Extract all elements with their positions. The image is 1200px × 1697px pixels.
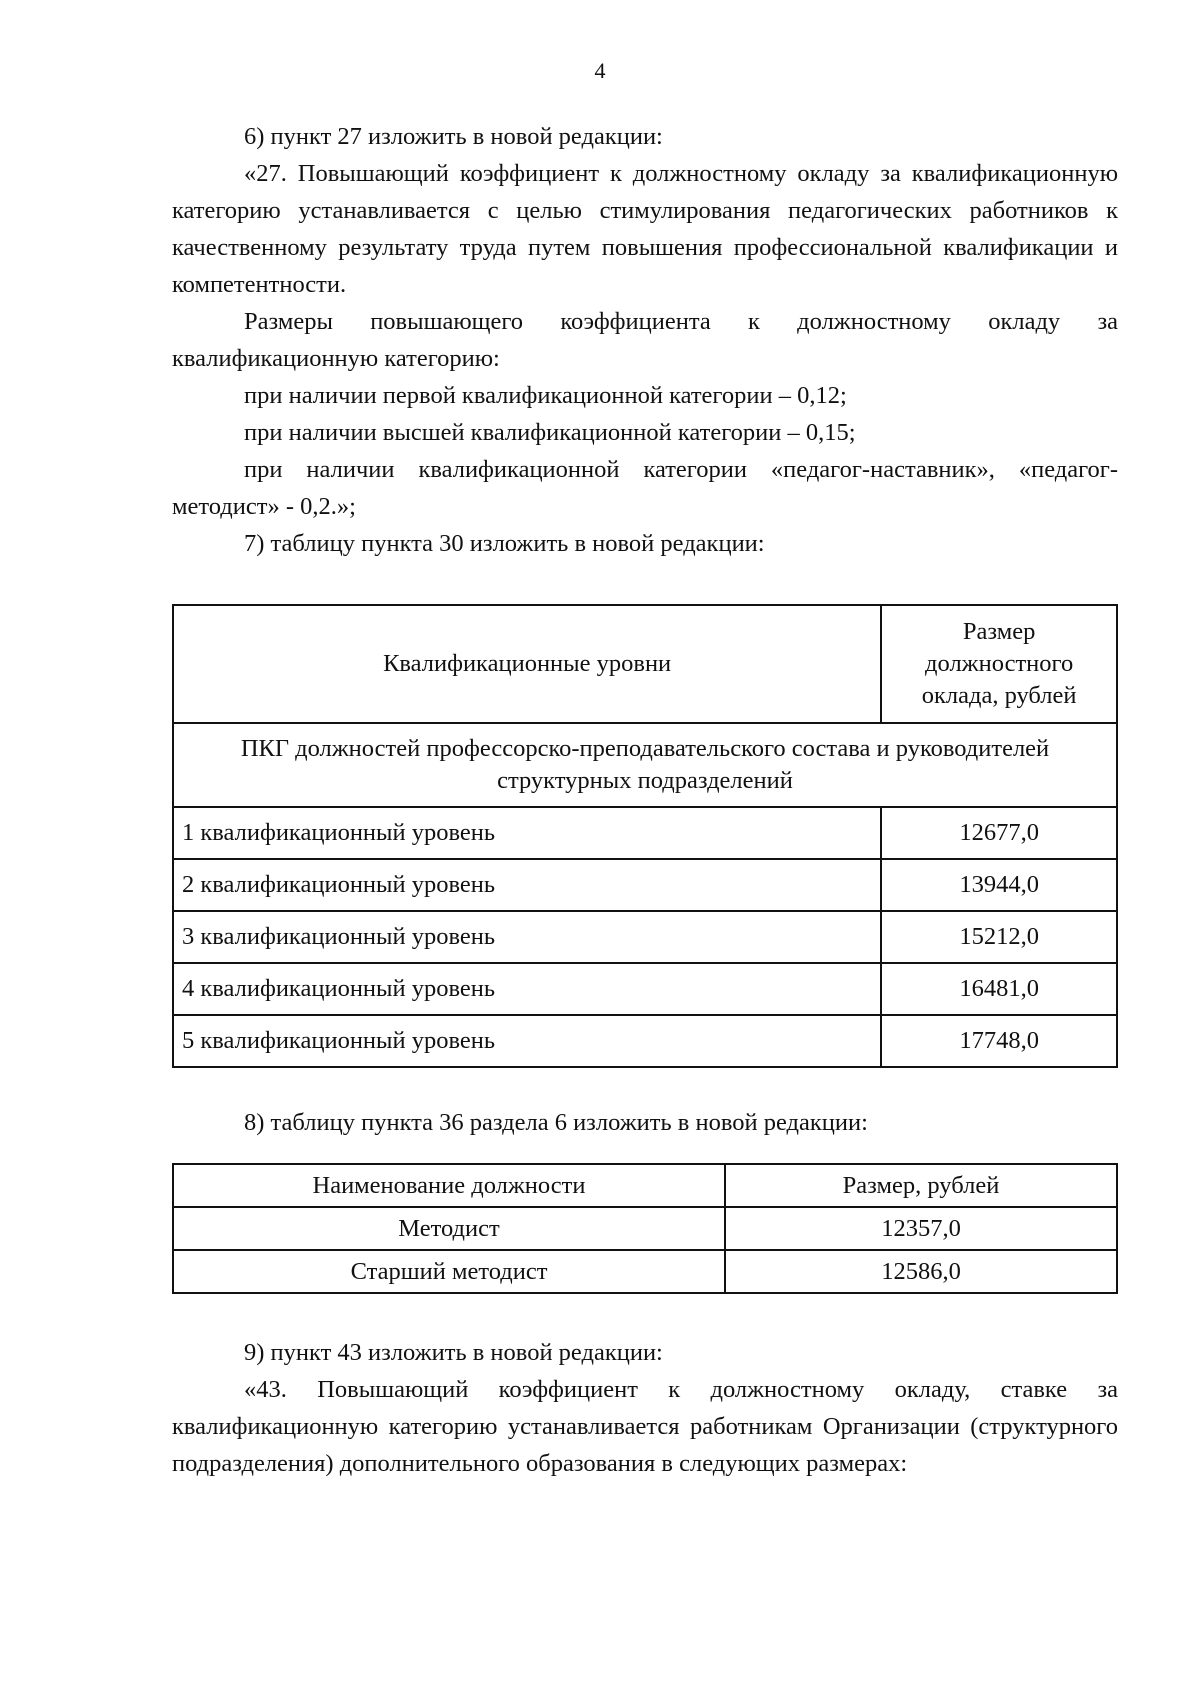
level-cell: 3 квалификационный уровень — [173, 911, 881, 963]
clause-43-text: «43. Повышающий коэффициент к должностному окладу, ставке за квалификационную категорию устанавливается работникам Организации (структурного подразделения) дополнительного образования в следующих размерах: — [172, 1376, 1118, 1477]
group-title: ПКГ должностей профессорско-преподавательского состава и руководителей структурных подразделений — [173, 723, 1117, 807]
table-row — [173, 807, 1117, 859]
table-row — [173, 911, 1117, 963]
salary-value-cell: 15212,0 — [881, 911, 1117, 963]
item-8-heading: 8) таблицу пункта 36 раздела 6 изложить в новой редакции: — [244, 1109, 868, 1136]
salary-value-cell: 12677,0 — [881, 807, 1117, 859]
clause-27-text: «27. Повышающий коэффициент к должностному окладу за квалификационную категорию устанавливается с целью стимулирования педагогических работников к качественному результату труда путем повышения профессиональной квалификации и компетентности. — [172, 160, 1118, 298]
item-7-heading: 7) таблицу пункта 30 изложить в новой редакции: — [244, 530, 765, 557]
level-cell: 4 квалификационный уровень — [173, 963, 881, 1015]
header-position-name: Наименование должности — [173, 1164, 725, 1207]
salary-value-cell: 16481,0 — [881, 963, 1117, 1015]
level-cell: 1 квалификационный уровень — [173, 807, 881, 859]
salary-value-cell: 13944,0 — [881, 859, 1117, 911]
table-row — [173, 963, 1117, 1015]
item-9-heading: 9) пункт 43 изложить в новой редакции: — [244, 1339, 663, 1366]
header-salary-size: Размер должностного оклада, рублей — [881, 605, 1117, 723]
position-value-cell: 12586,0 — [725, 1250, 1117, 1293]
salary-table-group-row — [173, 723, 1117, 807]
salary-table — [172, 604, 1118, 1068]
item-6-heading: 6) пункт 27 изложить в новой редакции: — [244, 123, 663, 150]
table-row — [173, 1250, 1117, 1293]
clause-27-highest-category: при наличии высшей квалификационной категории – 0,15; — [244, 419, 856, 446]
salary-value-cell: 17748,0 — [881, 1015, 1117, 1067]
header-position-size: Размер, рублей — [725, 1164, 1117, 1207]
position-name-cell: Методист — [173, 1207, 725, 1250]
header-qualification-levels: Квалификационные уровни — [173, 605, 881, 723]
table-row — [173, 1015, 1117, 1067]
table-row — [173, 859, 1117, 911]
page-number: 4 — [594, 58, 606, 83]
clause-27-sizes-intro: Размеры повышающего коэффициента к должностному окладу за квалификационную категорию: — [172, 308, 1118, 372]
position-name-cell: Старший методист — [173, 1250, 725, 1293]
positions-table — [172, 1163, 1118, 1294]
document-body — [172, 118, 1118, 1482]
level-cell: 2 квалификационный уровень — [173, 859, 881, 911]
level-cell: 5 квалификационный уровень — [173, 1015, 881, 1067]
salary-table-header — [173, 605, 1117, 723]
table-row — [173, 1207, 1117, 1250]
position-value-cell: 12357,0 — [725, 1207, 1117, 1250]
clause-27-first-category: при наличии первой квалификационной категории – 0,12; — [244, 382, 847, 409]
clause-27-mentor-category: при наличии квалификационной категории «педагог-наставник», «педагог-методист» - 0,2.»; — [172, 456, 1118, 520]
positions-table-header — [173, 1164, 1117, 1207]
